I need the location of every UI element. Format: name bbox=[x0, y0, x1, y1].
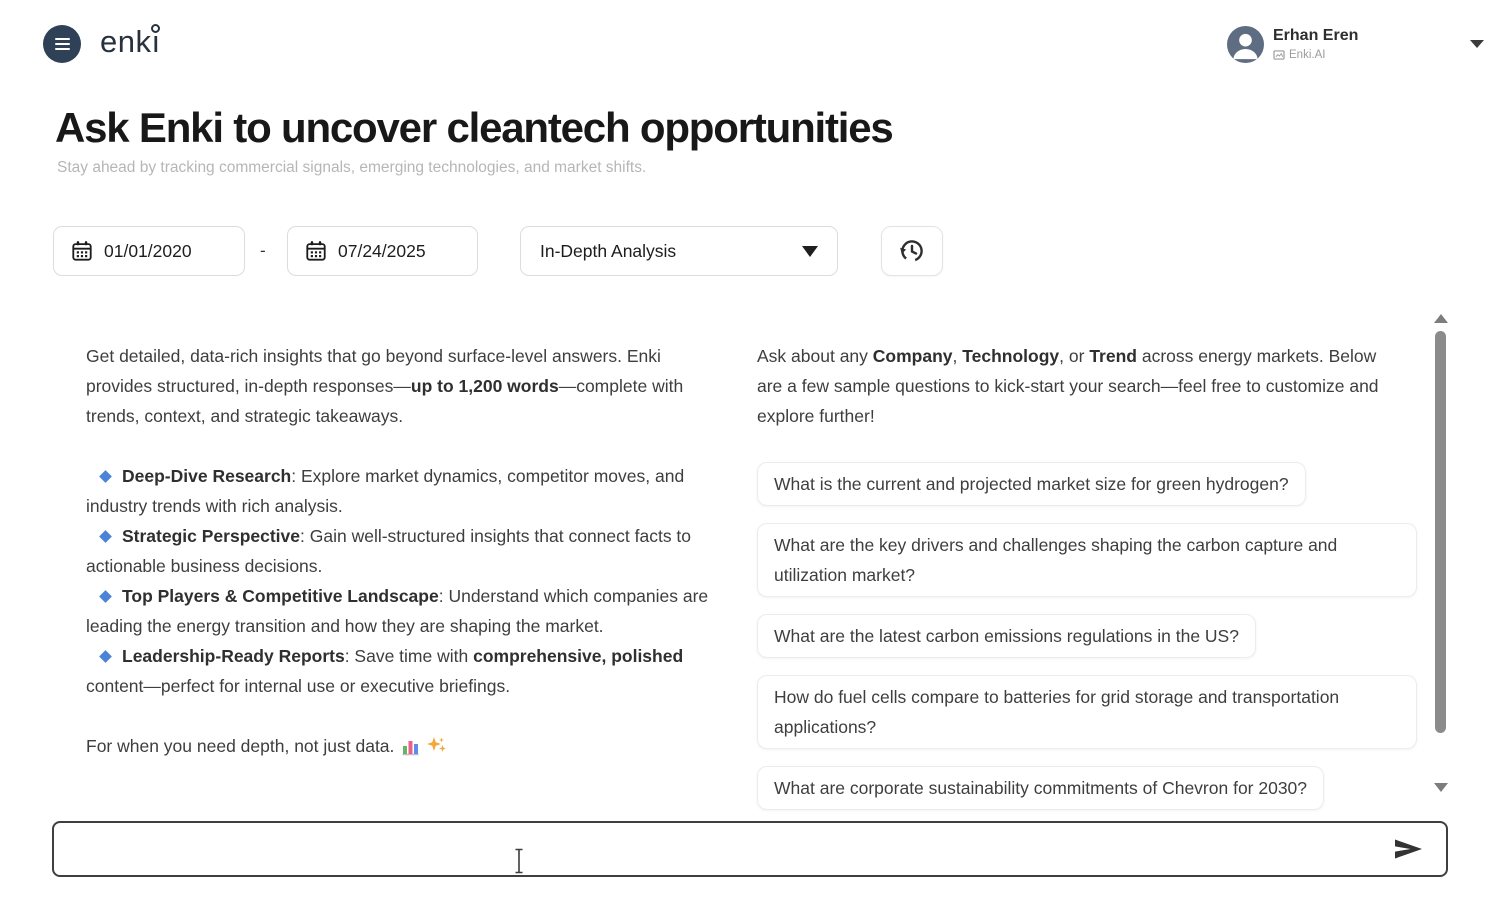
bullet-item: Strategic Perspective: Gain well-structured insights that connect facts to actionable business decisions. bbox=[86, 526, 692, 576]
page-subtitle: Stay ahead by tracking commercial signals, emerging technologies, and market shifts. bbox=[57, 159, 647, 176]
vertical-scrollbar[interactable] bbox=[1433, 310, 1449, 802]
send-icon bbox=[1392, 836, 1424, 862]
avatar bbox=[1227, 26, 1264, 63]
history-icon bbox=[897, 236, 927, 266]
bullet-item: Deep-Dive Research: Explore market dynamics, competitor moves, and industry trends with rich analysis. bbox=[86, 466, 685, 516]
send-button[interactable] bbox=[1392, 836, 1446, 862]
question-input[interactable] bbox=[54, 823, 1392, 875]
person-icon bbox=[1227, 26, 1264, 63]
hamburger-menu-button[interactable] bbox=[43, 25, 81, 63]
bullet-item: Top Players & Competitive Landscape: Understand which companies are leading the energy transition and how they are shaping the market. bbox=[86, 586, 709, 636]
date-to-input[interactable] bbox=[287, 226, 478, 276]
sample-question-button[interactable]: How do fuel cells compare to batteries for grid storage and transportation applications? bbox=[757, 675, 1417, 749]
date-range-separator: - bbox=[260, 241, 266, 260]
left-outro-line: For when you need depth, not just data. bbox=[86, 731, 714, 761]
blue-diamond-bullet-icon bbox=[99, 530, 112, 543]
scrollbar-thumb[interactable] bbox=[1435, 331, 1446, 733]
bar-chart-icon bbox=[401, 737, 420, 756]
history-button[interactable] bbox=[881, 226, 943, 276]
date-from-input[interactable] bbox=[53, 226, 245, 276]
sparkles-icon bbox=[427, 736, 447, 756]
blue-diamond-bullet-icon bbox=[99, 590, 112, 603]
date-to-value: 07/24/2025 bbox=[338, 240, 426, 261]
sample-question-button[interactable]: What are the latest carbon emissions regulations in the US? bbox=[757, 614, 1256, 658]
message-composer bbox=[52, 821, 1448, 877]
organization-icon bbox=[1273, 50, 1285, 60]
chevron-down-icon bbox=[1470, 40, 1484, 48]
hamburger-icon bbox=[55, 38, 70, 40]
user-menu[interactable] bbox=[1224, 24, 1490, 68]
calendar-icon bbox=[71, 240, 93, 262]
dropdown-arrow-icon bbox=[802, 246, 818, 257]
scrollbar-up-arrow[interactable] bbox=[1434, 314, 1448, 323]
left-description-panel bbox=[86, 341, 714, 761]
logo: enkı bbox=[100, 24, 161, 59]
calendar-icon bbox=[305, 240, 327, 262]
date-from-value: 01/01/2020 bbox=[104, 240, 192, 261]
scrollbar-down-arrow[interactable] bbox=[1434, 783, 1448, 792]
user-name: Erhan Eren bbox=[1273, 27, 1359, 44]
left-intro-paragraph: Get detailed, data-rich insights that go beyond surface-level answers. Enki provides structured, in-depth responses—up to 1,200 words—complete with trends, context, and strategic takeaways. bbox=[86, 346, 684, 426]
bullet-item: Leadership-Ready Reports: Save time with comprehensive, polished content—perfect for internal use or executive briefings. bbox=[86, 646, 684, 696]
sample-question-button[interactable]: What is the current and projected market size for green hydrogen? bbox=[757, 462, 1306, 506]
right-intro-paragraph: Ask about any Company, Technology, or Trend across energy markets. Below are a few sample questions to kick-start your search—feel free to customize and explore further! bbox=[757, 346, 1379, 426]
user-organization: Enki.AI bbox=[1273, 49, 1325, 61]
analysis-mode-select[interactable] bbox=[520, 226, 838, 276]
blue-diamond-bullet-icon bbox=[99, 650, 112, 663]
analysis-mode-value: In-Depth Analysis bbox=[540, 240, 677, 261]
sample-question-button[interactable]: What are corporate sustainability commitments of Chevron for 2030? bbox=[757, 766, 1324, 810]
page-title: Ask Enki to uncover cleantech opportunities bbox=[55, 104, 893, 151]
blue-diamond-bullet-icon bbox=[99, 470, 112, 483]
sample-questions-panel bbox=[757, 341, 1420, 827]
sample-question-button[interactable]: What are the key drivers and challenges shaping the carbon capture and utilization market? bbox=[757, 523, 1417, 597]
